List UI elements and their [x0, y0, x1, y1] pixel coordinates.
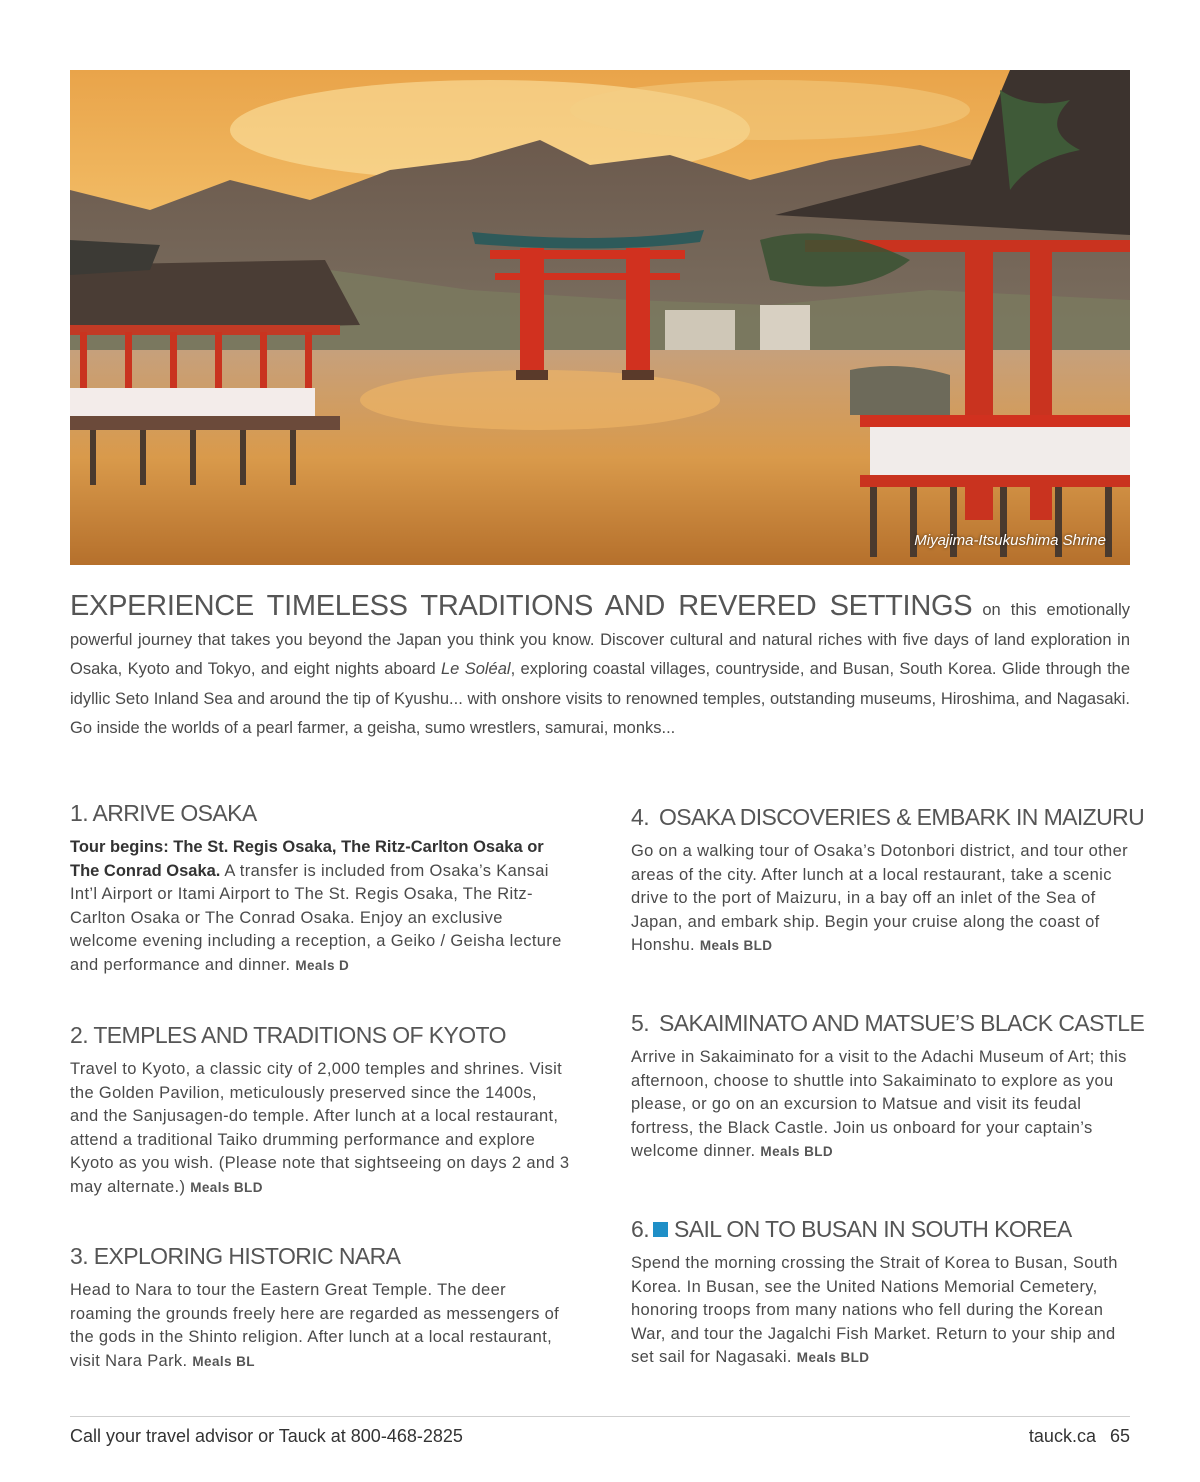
day-2-body	[70, 1058, 570, 1200]
day-5-text: Arrive in Sakaiminato for a visit to the Adachi Museum of Art; this afternoon, choose to shuttle into Sakaiminato to explore as you please, or go on an excursion to Matsue and visit its feudal fortress, the Black Castle. Join us onboard for your captain’s welcome dinner.	[631, 1048, 1127, 1161]
day-6	[631, 1216, 1131, 1370]
day-3-title: 3. EXPLORING HISTORIC NARA	[70, 1243, 401, 1269]
day-1-meals: Meals D	[295, 957, 350, 973]
footer-call-text: Call your travel advisor or Tauck at 800-468-2825	[70, 1426, 463, 1446]
day-5-title-row	[631, 1010, 1145, 1037]
day-5-number: 5.	[631, 1010, 649, 1036]
day-6-meals: Meals BLD	[796, 1350, 870, 1366]
day-3-text: Head to Nara to tour the Eastern Great Temple. The deer roaming the grounds freely here are regarded as messengers of the gods in the Shinto religion. After lunch at a local restaurant, visit Nara Park.	[70, 1281, 560, 1370]
footer-website: tauck.ca	[1028, 1426, 1096, 1446]
day-6-title: SAIL ON TO BUSAN IN SOUTH KOREA	[673, 1216, 1072, 1242]
day-1-body	[70, 836, 570, 978]
day-1	[70, 800, 570, 978]
intro-headline: EXPERIENCE TIMELESS TRADITIONS AND REVERED SETTINGS	[70, 590, 973, 622]
day-6-title-row	[631, 1216, 1131, 1243]
day-4-title-row	[631, 804, 1145, 831]
day-5-meals: Meals BLD	[760, 1144, 834, 1160]
intro-text-2: , exploring coastal villages, countryside, and Busan, South Korea. Glide through the idyllic Seto Inland Sea and around the tip of Kyushu... with onshore visits to renowned temples, outstanding museums, Hiroshima, and Nagasaki. Go inside the worlds of a pearl farmer, a geisha, sumo wrestlers, samurai, monks...	[70, 660, 1131, 737]
day-4-number: 4.	[631, 804, 649, 830]
day-4-title: OSAKA DISCOVERIES & EMBARK IN MAIZURU	[658, 804, 1145, 830]
day-5-body	[631, 1046, 1131, 1164]
day-2-meals: Meals BLD	[190, 1179, 263, 1195]
day-6-text: Spend the morning crossing the Strait of Korea to Busan, South Korea. In Busan, see the United Nations Memorial Cemetery, honoring troops from many nations who fell during the Korean War, and tour the Jagalchi Fish Market. Return to your ship and set sail for Nagasaki.	[631, 1254, 1118, 1367]
page-number: 65	[1109, 1426, 1130, 1446]
day-3-meals: Meals BL	[192, 1353, 255, 1369]
day-2-text: Travel to Kyoto, a classic city of 2,000 temples and shrines. Visit the Golden Pavilion, meticulously preserved since the 1400s, and the Sanjusagen-do temple. After lunch at a local restaurant, attend a traditional Taiko drumming performance and explore Kyoto as you wish. (Please note that sightseeing on days 2 and 3 may alternate.)	[70, 1060, 570, 1196]
day-5-title: SAKAIMINATO AND MATSUE’S BLACK CASTLE	[658, 1010, 1145, 1036]
intro-paragraph	[70, 592, 1130, 744]
footer-right	[1029, 1426, 1130, 1447]
day-6-body	[631, 1252, 1131, 1370]
day-2	[70, 1022, 570, 1200]
day-1-title: 1. ARRIVE OSAKA	[70, 800, 257, 826]
day-4-body	[631, 840, 1131, 958]
footer-divider	[70, 1416, 1130, 1417]
shrine-illustration	[70, 70, 1130, 565]
day-1-text: A transfer is included from Osaka’s Kansai Int’l Airport or Itami Airport to The St. Regis Osaka, The Ritz-Carlton Osaka or The Conrad Osaka. Enjoy an exclusive welcome evening including a reception, a Geiko / Geisha lecture and performance and dinner.	[70, 861, 562, 974]
ship-name: Le Soléal	[441, 660, 511, 678]
day-5	[631, 1010, 1145, 1164]
day-4-meals: Meals BLD	[699, 938, 773, 954]
hero-photo	[70, 70, 1130, 565]
day-3-body	[70, 1279, 570, 1373]
day-4-text: Go on a walking tour of Osaka’s Dotonbori district, and tour other areas of the city. After lunch at a local restaurant, take a scenic drive to the port of Maizuru, in a bay off an inlet of the Sea of Japan, and embark ship. Begin your cruise along the coast of Honshu.	[631, 842, 1128, 955]
day-6-number: 6.	[631, 1216, 649, 1242]
day-4	[631, 804, 1145, 958]
cruise-square-icon	[653, 1222, 668, 1237]
day-1-bold-lead: Tour begins: The St. Regis Osaka, The Ritz-Carlton Osaka or The Conrad Osaka.	[70, 838, 544, 880]
day-3	[70, 1243, 570, 1373]
day-2-title: 2. TEMPLES AND TRADITIONS OF KYOTO	[70, 1022, 506, 1048]
photo-caption: Miyajima-Itsukushima Shrine	[914, 532, 1106, 549]
intro-text-1: on this emotionally powerful journey that takes you beyond the Japan you think you know. Discover cultural and natural riches with five days of land exploration in Osaka, Kyoto and Tokyo, and eight nights aboard	[70, 601, 1131, 678]
